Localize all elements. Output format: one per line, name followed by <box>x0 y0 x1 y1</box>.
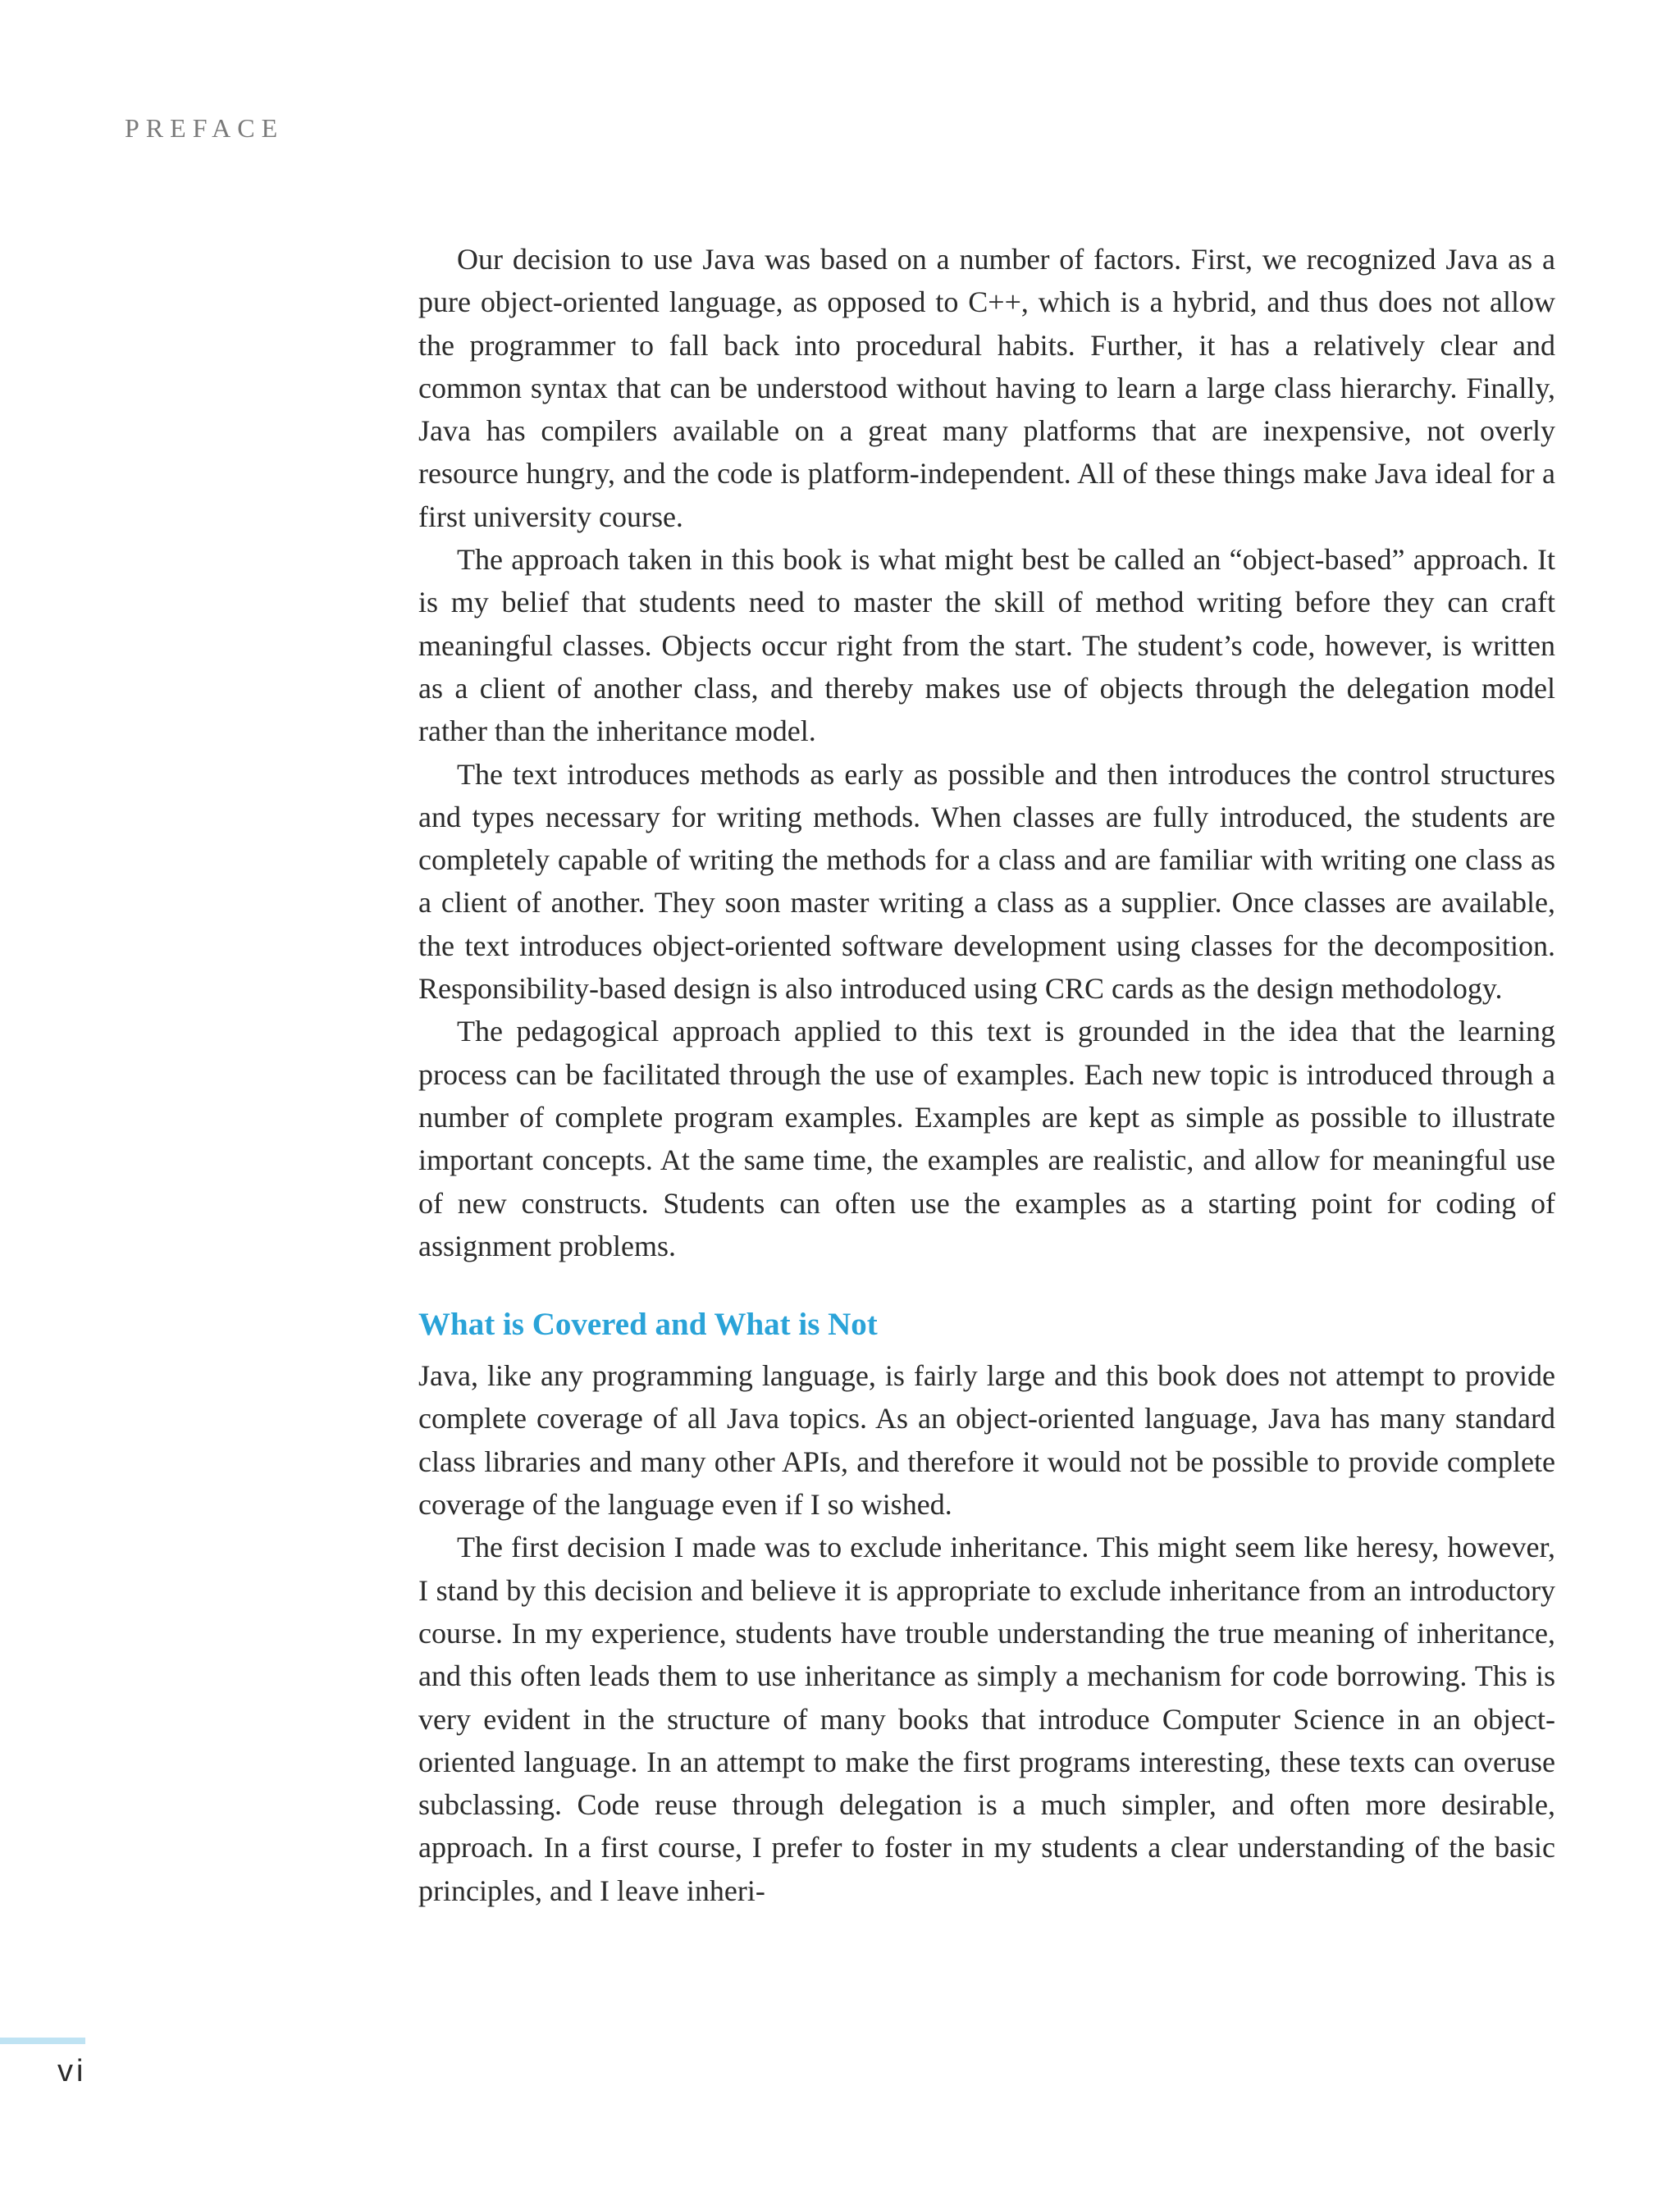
paragraph-object-based-approach: The approach taken in this book is what might best be called an “object-based” approach. It is my belief that students need to master the skill of method writing before they can craft meaningful classes. Objects occur right from the start. The student’s code, however, is written as a client of another class, and thereby makes use of objects through the delegation model rather than the inheritance model. <box>418 543 1555 748</box>
paragraph-pedagogical-approach: The pedagogical approach applied to this text is grounded in the idea that the learning process can be facilitated through the use of examples. Each new topic is introduced through a number of complete program examples. Examples are kept as simple as possible to illustrate important concepts. At the same time, the examples are realistic, and allow for meaningful use of new constructs. Students can often use the examples as a starting point for coding of assignment problems. <box>418 1015 1555 1262</box>
page-number: vi <box>57 2054 87 2088</box>
main-text-column <box>418 238 1555 1912</box>
paragraph-java-coverage: Java, like any programming language, is fairly large and this book does not attempt to provide complete coverage of all Java topics. As an object-oriented language, Java has many standard class libraries and many other APIs, and therefore it would not be possible to provide complete coverage of the language even if I so wished. <box>418 1359 1555 1522</box>
folio-rule <box>0 2038 85 2044</box>
paragraph-methods-introduction: The text introduces methods as early as possible and then introduces the control structures and types necessary for writing methods. When classes are fully introduced, the students are completely capable of writing the methods for a class and are familiar with writing one class as a client of another. They soon master writing a class as a supplier. Once classes are available, the text introduces object-oriented software development using classes for the decomposition. Responsibility-based design is also introduced using CRC cards as the design methodology. <box>418 757 1555 1006</box>
running-head: PREFACE <box>125 113 285 143</box>
paragraph-exclude-inheritance: The first decision I made was to exclude inheritance. This might seem like heresy, however, I stand by this decision and believe it is appropriate to exclude inheritance from an introductory course. In my experience, students have trouble understanding the true meaning of inheritance, and this often leads them to use inheritance as simply a mechanism for code borrowing. This is very evident in the structure of many books that introduce Computer Science in an object-oriented language. In an attempt to make the first programs interesting, these texts can overuse subclassing. Code reuse through delegation is a much simpler, and often more desirable, approach. In a first course, I prefer to foster in my students a clear understanding of the basic principles, and I leave inheri- <box>418 1531 1555 1907</box>
section-heading: What is Covered and What is Not <box>418 1307 878 1343</box>
paragraph-java-decision: Our decision to use Java was based on a number of factors. First, we recognized Java as a pure object-oriented language, as opposed to C++, which is a hybrid, and thus does not allow the programmer to fall back into procedural habits. Further, it has a relatively clear and common syntax that can be understood without having to learn a large class hierarchy. Finally, Java has compilers available on a great many platforms that are inexpensive, not overly resource hungry, and the code is platform-independent. All of these things make Java ideal for a first university course. <box>418 243 1555 533</box>
